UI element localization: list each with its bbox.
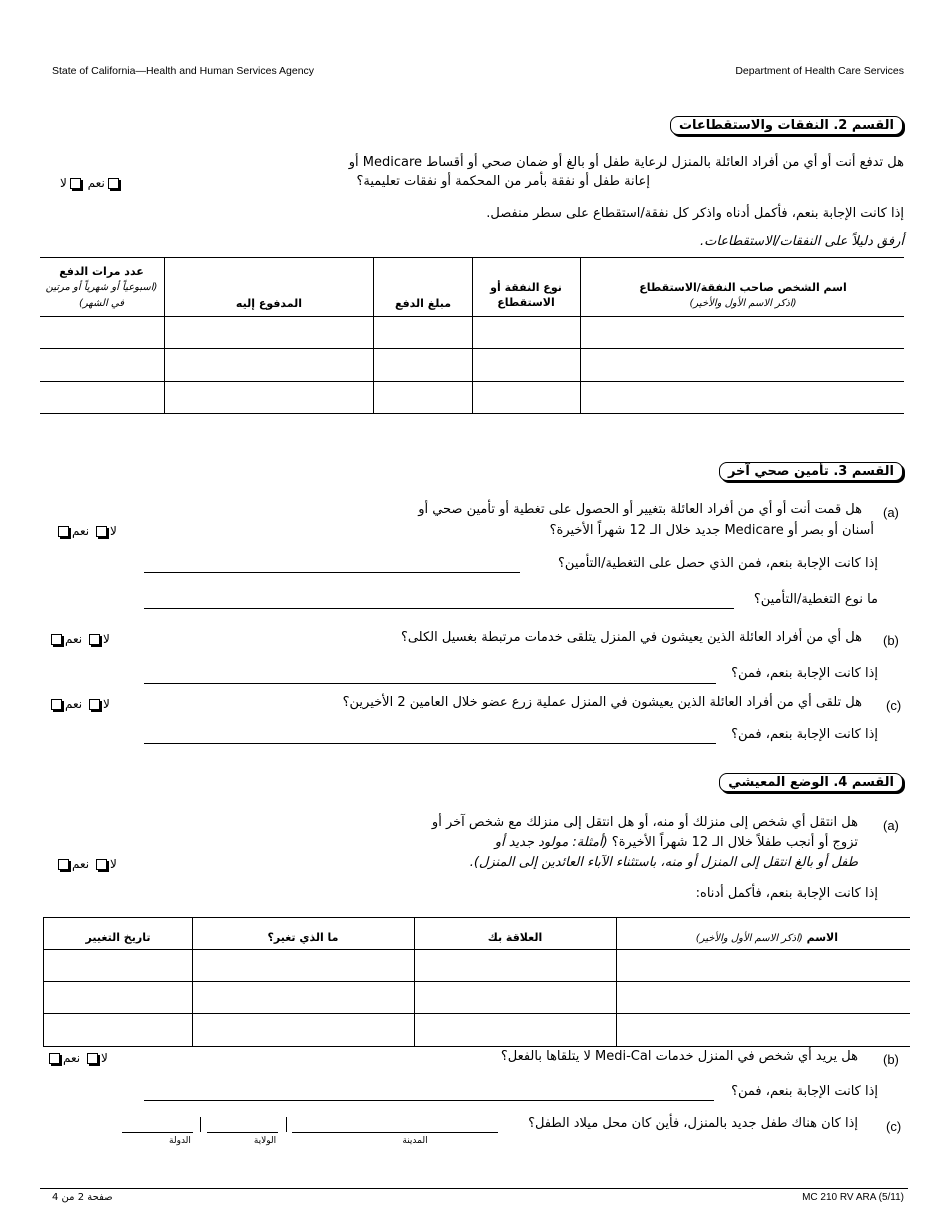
col-date-header: تاريخ التغيير (85, 931, 151, 944)
living-name-row2[interactable] (617, 982, 909, 1012)
section4-c-letter: (c) (886, 1119, 902, 1134)
expense-person-row3[interactable] (581, 382, 903, 413)
section3-b-who-field[interactable] (144, 683, 716, 684)
section4-a-letter: (a) (883, 818, 899, 833)
expense-person-row2[interactable] (581, 349, 903, 380)
section4-a-yes-checkbox[interactable] (58, 859, 69, 870)
section3-c-yes-checkbox[interactable] (51, 699, 62, 710)
section3-a-who-field[interactable] (144, 572, 520, 573)
section2-instruction: إذا كانت الإجابة بنعم، فأكمل أدناه واذكر كل نفقة/استقطاع على سطر منفصل. (486, 206, 904, 221)
section4-a-yes-no: لا نعم (55, 857, 117, 871)
section3-b-who-label: إذا كانت الإجابة بنعم، فمن؟ (731, 666, 878, 681)
section4-a-line3: طفل أو بالغ انتقل إلى المنزل أو منه، باستثناء الآباء العائدين إلى المنزل). (469, 855, 858, 870)
section4-c-text: إذا كان هناك طفل جديد بالمنزل، فأين كان محل ميلاد الطفل؟ (528, 1116, 858, 1131)
section3-a-yes-checkbox[interactable] (58, 526, 69, 537)
section4-b-who-field[interactable] (144, 1100, 714, 1101)
col-name-header: الاسم (اذكر الاسم الأول والأخير) (695, 931, 838, 944)
section4-b-yes-checkbox[interactable] (49, 1053, 60, 1064)
section3-b-yes-no: لا نعم (48, 632, 110, 646)
col-amount-header: مبلغ الدفع (394, 297, 452, 310)
section2-question-line2: إعانة طفل أو نفقة بأمر من المحكمة أو نفقات تعليمية؟ (356, 174, 650, 189)
section4-b-letter: (b) (883, 1052, 899, 1067)
section3-c-who-label: إذا كانت الإجابة بنعم، فمن؟ (731, 727, 878, 742)
section3-title: القسم 3. تأمين صحي آخر (719, 462, 903, 481)
section3-c-yes-no: لا نعم (48, 697, 110, 711)
country-label: الدولة (169, 1136, 191, 1146)
section2-attach-note: أرفق دليلاً على النفقات/الاستقطاعات. (699, 234, 904, 249)
section3-b-letter: (b) (883, 633, 899, 648)
section2-no-checkbox[interactable] (70, 178, 81, 189)
col-relation-header: العلاقة بك (487, 931, 543, 944)
section3-a-type-field[interactable] (144, 608, 734, 609)
section4-a-no-checkbox[interactable] (96, 859, 107, 870)
section4-a-line2: تزوج أو أنجب طفلاً خلال الـ 12 شهراً الأخيرة؟ (أمثلة: مولود جديد أو (494, 835, 858, 850)
section3-b-no-checkbox[interactable] (89, 634, 100, 645)
section3-b-yes-checkbox[interactable] (51, 634, 62, 645)
col-what-header: ما الذي تغير؟ (267, 931, 339, 944)
section4-a-complete-label: إذا كانت الإجابة بنعم، فأكمل أدناه: (695, 886, 878, 901)
department-header: Department of Health Care Services (735, 65, 904, 77)
city-label: المدينة (402, 1136, 428, 1146)
section3-a-letter: (a) (883, 505, 899, 520)
section3-b-text: هل أي من أفراد العائلة الذين يعيشون في المنزل يتلقى خدمات مرتبطة بغسيل الكلى؟ (400, 630, 862, 645)
agency-header: State of California—Health and Human Services Agency (52, 65, 315, 77)
section4-b-yes-no: لا نعم (46, 1051, 108, 1065)
section4-a-line1: هل انتقل أي شخص إلى منزلك أو منه، أو هل انتقل إلى منزلك مع شخص آخر أو (431, 815, 858, 830)
footer-rule (40, 1188, 908, 1189)
col-type-header: نوع النفقة أو الاستقطاع (490, 281, 562, 309)
section3-a-line2: أسنان أو بصر أو Medicare جديد خلال الـ 12 شهراً الأخيرة؟ (549, 523, 874, 538)
section3-c-who-field[interactable] (144, 743, 716, 744)
section3-a-type-label: ما نوع التغطية/التأمين؟ (753, 592, 878, 607)
section4-b-who-label: إذا كانت الإجابة بنعم، فمن؟ (731, 1084, 878, 1099)
expense-person-row1[interactable] (581, 317, 903, 348)
section2-question-line1: هل تدفع أنت أو أي من أفراد العائلة بالمنزل لرعاية طفل أو بالغ أو ضمان صحي أو أقساط Medicare أو (348, 155, 904, 170)
section2-yes-no: نعم لا (60, 176, 122, 190)
form-number: MC 210 RV ARA (5/11) (802, 1192, 904, 1203)
col-frequency-header: عدد مرات الدفع (اسبوعياً أو شهرياً أو مرتين في الشهر) (45, 265, 158, 309)
section2-title: القسم 2. النفقات والاستقطاعات (670, 116, 903, 135)
birth-city-field[interactable] (292, 1132, 498, 1133)
birth-country-field[interactable] (122, 1132, 193, 1133)
col-payee-header: المدفوع إليه (235, 297, 303, 310)
birth-state-field[interactable] (207, 1132, 278, 1133)
section4-b-no-checkbox[interactable] (87, 1053, 98, 1064)
section3-a-yes-no: لا نعم (55, 524, 117, 538)
living-name-row3[interactable] (617, 1014, 909, 1045)
page-number: صفحة 2 من 4 (52, 1192, 113, 1203)
section3-c-letter: (c) (886, 698, 902, 713)
section3-c-text: هل تلقى أي من أفراد العائلة الذين يعيشون في المنزل عملية زرع عضو خلال العامين 2 الأخيرين؟ (342, 695, 862, 710)
state-label: الولاية (253, 1136, 277, 1146)
col-person-header: اسم الشخص صاحب النفقة/الاستقطاع (اذكر الاسم الأول والأخير) (639, 281, 847, 309)
section2-yes-checkbox[interactable] (108, 178, 119, 189)
section3-a-who-label: إذا كانت الإجابة بنعم، فمن الذي حصل على التغطية/التأمين؟ (558, 556, 878, 571)
living-name-row1[interactable] (617, 950, 909, 980)
section3-c-no-checkbox[interactable] (89, 699, 100, 710)
section4-title: القسم 4. الوضع المعيشي (719, 773, 903, 792)
section3-a-no-checkbox[interactable] (96, 526, 107, 537)
section4-b-text: هل يريد أي شخص في المنزل خدمات Medi-Cal لا يتلقاها بالفعل؟ (500, 1049, 858, 1064)
section3-a-line1: هل قمت أنت أو أي من أفراد العائلة بتغيير أو الحصول على تغطية أو تأمين صحي أو (418, 502, 862, 517)
